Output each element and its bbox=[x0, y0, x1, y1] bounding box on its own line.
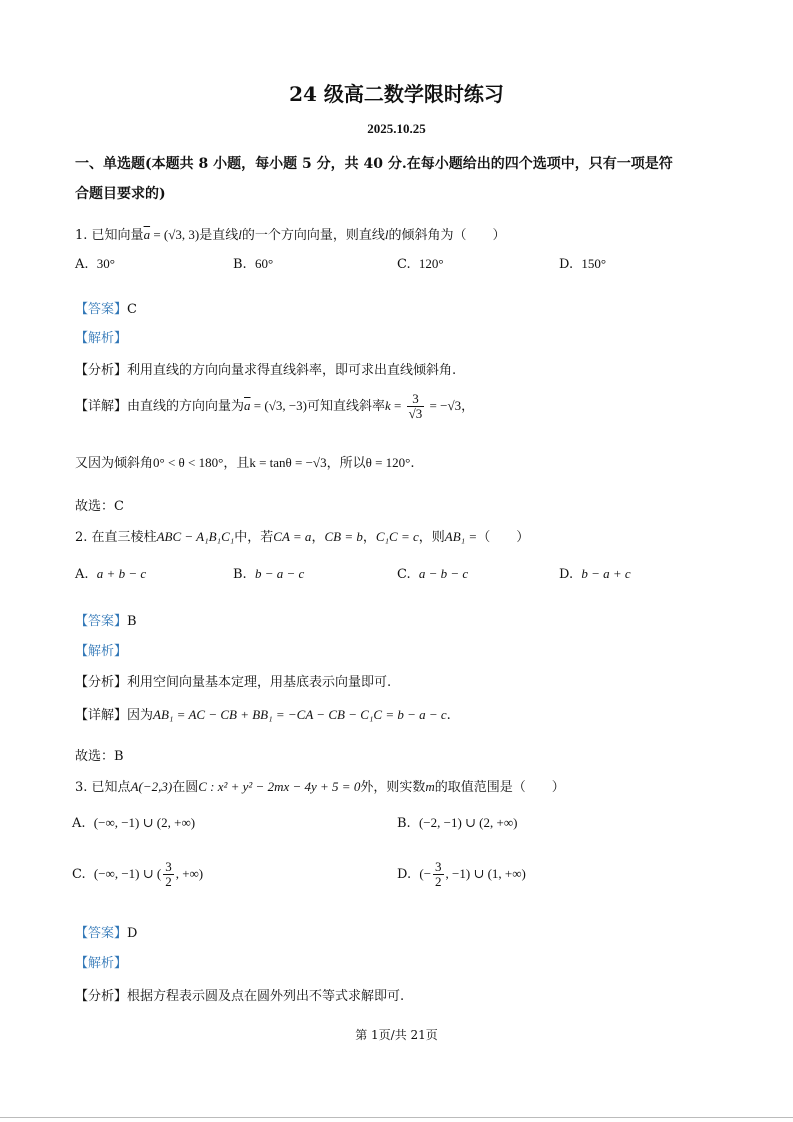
q2-option-b-value: b − a − c bbox=[254, 566, 305, 581]
q3-option-d-value-pre: (− bbox=[419, 866, 432, 881]
q1-option-a bbox=[75, 256, 115, 272]
q1-pre: 已知向量 bbox=[91, 228, 144, 243]
q2-detail-end: . bbox=[446, 708, 451, 723]
q3-option-d-frac-den: 2 bbox=[435, 874, 442, 889]
q1-line-l1: l bbox=[238, 227, 242, 242]
q3-stem bbox=[75, 776, 565, 795]
q1-answer-value: C bbox=[127, 302, 137, 317]
q2-fenxi-label: 【分析】 bbox=[75, 675, 128, 690]
q1-detail-tail: ， bbox=[461, 399, 475, 414]
q3-m: m bbox=[425, 779, 435, 794]
q3-option-c bbox=[72, 860, 203, 889]
q3-option-d-frac-num: 3 bbox=[435, 859, 442, 874]
q2-option-d-key: D. bbox=[559, 567, 574, 582]
q3-option-b-value: (−2, −1) ∪ (2, +∞) bbox=[418, 815, 518, 830]
q1-post: 是直线 bbox=[199, 228, 239, 243]
q2-option-c-key: C. bbox=[397, 567, 411, 582]
q3-option-a-value: (−∞, −1) ∪ (2, +∞) bbox=[93, 815, 196, 830]
q3-end: 的取值范围是（ ） bbox=[434, 780, 565, 795]
q1-detail-frac-num: 3 bbox=[407, 392, 425, 407]
q3-point: A(−2,3) bbox=[130, 779, 173, 794]
q1-detail-pre: 由直线的方向向量为 bbox=[127, 399, 245, 414]
q1-analysis-label: 【解析】 bbox=[75, 331, 128, 346]
section-heading-line2: 合题目要求的) bbox=[75, 186, 166, 202]
q2-option-a-value: a + b − c bbox=[96, 566, 147, 581]
q3-option-d-fraction bbox=[433, 860, 444, 889]
q1-answer-label: 【答案】 bbox=[75, 302, 128, 317]
q1-detail-vector-a: $\overline{a}$ bbox=[244, 398, 251, 413]
q2-option-b-key: B. bbox=[233, 567, 247, 582]
q3-option-c-key: C. bbox=[72, 867, 86, 882]
q2-answer-value: B bbox=[127, 614, 137, 629]
q1-option-c-value: 120° bbox=[418, 256, 444, 271]
q1-detail-result: = −√3 bbox=[426, 398, 462, 413]
q2-stem bbox=[75, 526, 529, 545]
q2-cond-3: C₁C = c bbox=[375, 529, 419, 544]
q2-cond-2: CB = b bbox=[324, 529, 363, 544]
q1-option-a-value: 30° bbox=[96, 256, 115, 271]
q1-vector-a: $\overline{a}$ bbox=[143, 227, 151, 242]
q1-line2-mid: ，且 bbox=[223, 456, 250, 471]
q1-detail-k: k bbox=[385, 398, 391, 413]
q2-option-c bbox=[397, 566, 468, 582]
q2-analysis-label: 【解析】 bbox=[75, 644, 128, 659]
q1-line-l2: l bbox=[384, 227, 389, 242]
q3-option-c-frac-num: 3 bbox=[165, 859, 172, 874]
q3-option-d bbox=[397, 860, 526, 889]
q2-number: 2. bbox=[75, 530, 88, 545]
q3-fenxi-label: 【分析】 bbox=[75, 989, 128, 1004]
q3-answer-value: D bbox=[127, 926, 138, 941]
q2-answer-label: 【答案】 bbox=[75, 614, 128, 629]
q2-option-a-key: A. bbox=[75, 567, 89, 582]
q1-option-c-key: C. bbox=[397, 257, 411, 272]
q3-answer-label: 【答案】 bbox=[75, 926, 128, 941]
q2-mid: 中，若 bbox=[234, 530, 274, 545]
q1-option-d-value: 150° bbox=[581, 256, 607, 271]
q3-option-c-fraction bbox=[163, 860, 174, 889]
q1-number: 1. bbox=[75, 228, 88, 243]
q1-option-b bbox=[233, 256, 273, 272]
q2-detail bbox=[75, 704, 451, 723]
q3-option-b bbox=[397, 815, 517, 831]
q3-option-a-key: A. bbox=[72, 816, 86, 831]
q2-pre: 在直三棱柱 bbox=[91, 530, 157, 545]
q2-detail-label: 【详解】 bbox=[75, 708, 128, 723]
q2-answer bbox=[75, 610, 137, 629]
q1-detail-label: 【详解】 bbox=[75, 399, 128, 414]
q1-option-d-key: D. bbox=[559, 257, 574, 272]
q2-choose: 故选：B bbox=[75, 749, 124, 764]
q2-sep-3: ，则 bbox=[418, 530, 445, 545]
q2-option-d bbox=[559, 566, 631, 582]
q1-option-c bbox=[397, 256, 444, 272]
q1-stem bbox=[75, 224, 505, 243]
q1-detail: 【详解】由直线的方向向量为$\overline{a} = (√3$, −3)可知直线斜率k = $\frac{3}{√3}$ = −√3， bbox=[75, 391, 475, 421]
q1-option-a-key: A. bbox=[75, 257, 89, 272]
q1-line2-k: k = tanθ = −√3 bbox=[249, 455, 327, 470]
q3-option-c-value-post: , +∞) bbox=[175, 866, 204, 881]
exam-date: 2025.10.25 bbox=[367, 121, 426, 136]
q3-answer bbox=[75, 922, 137, 941]
page-title: 24 级高二数学限时练习 bbox=[289, 82, 504, 106]
q3-mid2: 外，则实数 bbox=[360, 780, 426, 795]
q3-option-d-value-post: , −1) ∪ (1, +∞) bbox=[445, 866, 526, 881]
q3-analysis-label: 【解析】 bbox=[75, 956, 128, 971]
section-heading-line1: 一、单选题(本题共 8 小题，每小题 5 分，共 40 分.在每小题给出的四个选项中，只有一项是符 bbox=[75, 156, 673, 172]
q1-line2-mid2: ，所以 bbox=[326, 456, 366, 471]
page-number: 第 1页/共 21页 bbox=[355, 1028, 438, 1042]
q1-mid: 的一个方向向量，则直线 bbox=[241, 228, 385, 243]
q2-target: AB₁ = bbox=[444, 529, 478, 544]
q3-fenxi-text: 根据方程表示圆及点在圆外列出不等式求解即可. bbox=[127, 989, 405, 1004]
q1-detail-mid: 可知直线斜率 bbox=[307, 399, 386, 414]
q1-fenxi bbox=[75, 359, 456, 378]
q2-fenxi-text: 利用空间向量基本定理，用基底表示向量即可. bbox=[127, 675, 392, 690]
q3-option-d-key: D. bbox=[397, 867, 412, 882]
q1-option-b-value: 60° bbox=[254, 256, 274, 271]
q3-option-b-key: B. bbox=[397, 816, 411, 831]
q2-fenxi bbox=[75, 671, 391, 690]
q2-sep-2: ， bbox=[362, 530, 376, 545]
q1-line2-pre: 又因为倾斜角 bbox=[75, 456, 154, 471]
q3-mid: 在圆 bbox=[172, 780, 199, 795]
q2-detail-expr: AB₁ = AC − CB + BB₁ = −CA − CB − C₁C = b − a − c bbox=[153, 707, 447, 722]
q3-circle: C : x² + y² − 2mx − 4y + 5 = 0 bbox=[198, 779, 361, 794]
q1-choose: 故选：C bbox=[75, 499, 124, 514]
q3-pre: 已知点 bbox=[91, 780, 131, 795]
q1-detail-vector-eq: = (√3, −3) bbox=[250, 398, 307, 413]
q2-end: （ ） bbox=[477, 530, 530, 545]
q1-option-b-key: B. bbox=[233, 257, 247, 272]
q3-number: 3. bbox=[75, 780, 88, 795]
q1-vector-eq: = (√3, 3) bbox=[150, 227, 200, 242]
q2-option-c-value: a − b − c bbox=[418, 566, 469, 581]
q3-option-c-value-pre: (−∞, −1) ∪ ( bbox=[93, 866, 162, 881]
q3-fenxi bbox=[75, 985, 404, 1004]
q1-line2-result: θ = 120° bbox=[365, 455, 411, 470]
q3-option-c-frac-den: 2 bbox=[165, 874, 172, 889]
q1-detail-fraction bbox=[407, 392, 425, 421]
q1-line2-range: 0° < θ < 180° bbox=[153, 455, 224, 470]
q1-fenxi-text: 利用直线的方向向量求得直线斜率，即可求出直线倾斜角. bbox=[127, 363, 457, 378]
q1-answer bbox=[75, 298, 137, 317]
q2-cond-1: CA = a bbox=[273, 529, 312, 544]
q2-sep-1: ， bbox=[311, 530, 325, 545]
q1-option-d bbox=[559, 256, 606, 272]
q3-option-a bbox=[72, 815, 195, 831]
q1-line2-end: . bbox=[410, 456, 415, 471]
q1-detail-frac-den: √3 bbox=[408, 406, 423, 421]
q1-detail-line2 bbox=[75, 452, 415, 471]
q2-option-d-value: b − a + c bbox=[581, 566, 631, 581]
q1-fenxi-label: 【分析】 bbox=[75, 363, 128, 378]
q2-option-a bbox=[75, 566, 146, 582]
q1-end: 的倾斜角为（ ） bbox=[388, 228, 506, 243]
q2-detail-pre: 因为 bbox=[127, 708, 154, 723]
q2-prism: ABC − A₁B₁C₁ bbox=[156, 529, 235, 544]
page-bottom-divider bbox=[0, 1117, 793, 1118]
q2-option-b bbox=[233, 566, 304, 582]
